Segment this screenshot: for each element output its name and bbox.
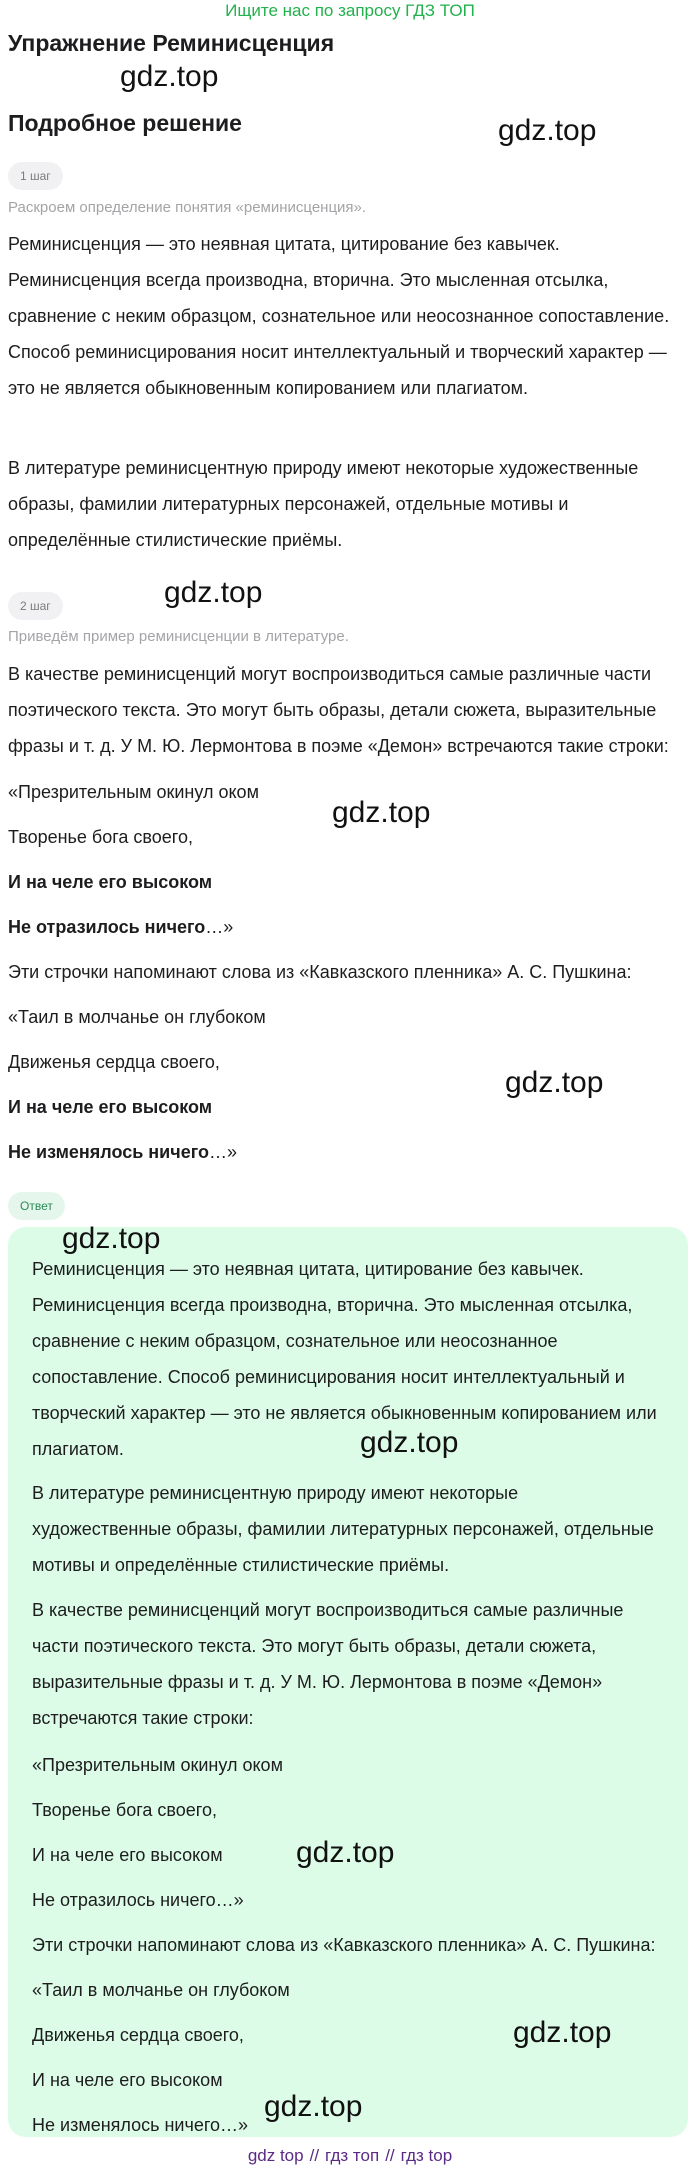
- watermark: gdz.top: [513, 2016, 612, 2049]
- answer-poem-line: Не отразилось ничего…»: [32, 1890, 244, 1910]
- answer-poem-line: Не изменялось ничего…»: [32, 2115, 249, 2135]
- answer-paragraph: Реминисценция — это неявная цитата, цитирование без кавычек. Реминисценция всегда производна, вторична. Это мысленная отсылка, сравнение с неким образцом, сознательное или неосознанное сопоставление. Способ реминисцирования носит интеллектуальный и творческий характер — это не является обыкновенным копированием или плагиатом.: [32, 1259, 657, 1459]
- poem-line: [8, 1140, 237, 1164]
- answer-poem-line: И на челе его высоком: [32, 1845, 223, 1865]
- watermark: gdz.top: [120, 60, 219, 93]
- watermark: gdz.top: [498, 114, 597, 147]
- footer-link[interactable]: гдз топ: [325, 2146, 380, 2165]
- step-hint: Приведём пример реминисценции в литературе.: [8, 628, 349, 645]
- poem-comparison: Эти строчки напоминают слова из «Кавказского пленника» А. С. Пушкина:: [8, 962, 632, 982]
- step-badge: 2 шаг: [8, 592, 63, 620]
- poem-line: [8, 915, 233, 939]
- poem-line-bold: Не отразилось ничего: [8, 917, 206, 937]
- exercise-title: Упражнение Реминисценция: [8, 30, 335, 56]
- answer-paragraph: В литературе реминисцентную природу имеют некоторые художественные образы, фамилии литературных персонажей, отдельные мотивы и определённые стилистические приёмы.: [32, 1483, 654, 1575]
- step-paragraph: Реминисценция — это неявная цитата, цитирование без кавычек. Реминисценция всегда производна, вторична. Это мысленная отсылка, сравнение с неким образцом, сознательное или неосознанное сопоставление. Способ реминисцирования носит интеллектуальный и творческий характер — это не является обыкновенным копированием или плагиатом.: [8, 234, 670, 398]
- poem-line: Движенья сердца своего,: [8, 1052, 220, 1072]
- answer-badge: Ответ: [8, 1192, 65, 1220]
- poem-line-tail: …»: [205, 917, 234, 937]
- step-paragraph: В литературе реминисцентную природу имеют некоторые художественные образы, фамилии литературных персонажей, отдельные мотивы и определённые стилистические приёмы.: [8, 458, 639, 550]
- poem-line: И на челе его высоком: [8, 1097, 213, 1117]
- answer-poem-line: И на челе его высоком: [32, 2070, 223, 2090]
- poem-line: «Презрительным окинул оком: [8, 782, 259, 802]
- answer-poem-line: «Презрительным окинул оком: [32, 1755, 283, 1775]
- watermark: gdz.top: [332, 796, 431, 829]
- poem-line: «Таил в молчанье он глубоком: [8, 1007, 266, 1027]
- answer-comparison: Эти строчки напоминают слова из «Кавказского пленника» А. С. Пушкина:: [32, 1935, 656, 1955]
- poem-line-bold: Не изменялось ничего: [8, 1142, 209, 1162]
- poem-line: И на челе его высоком: [8, 872, 213, 892]
- footer-separator: //: [385, 2146, 395, 2165]
- step-badge: 1 шаг: [8, 162, 63, 190]
- solution-heading: Подробное решение: [8, 110, 242, 136]
- watermark: gdz.top: [296, 1836, 395, 1869]
- poem-line-tail: …»: [208, 1142, 237, 1162]
- answer-poem-line: «Таил в молчанье он глубоком: [32, 1980, 290, 2000]
- watermark: gdz.top: [264, 2090, 363, 2123]
- step-hint: Раскроем определение понятия «реминисценция».: [8, 199, 367, 216]
- footer-links: [0, 2145, 700, 2167]
- watermark: gdz.top: [164, 576, 263, 609]
- answer-paragraph: В качестве реминисценций могут воспроизводиться самые различные части поэтического текста. Это могут быть образы, детали сюжета, выразительные фразы и т. д. У М. Ю. Лермонтова в поэме «Демон» встречаются такие строки:: [32, 1600, 624, 1728]
- answer-poem-line: Творенье бога своего,: [32, 1800, 217, 1820]
- footer-separator: //: [309, 2146, 320, 2165]
- watermark: gdz.top: [505, 1066, 604, 1099]
- watermark: gdz.top: [360, 1426, 459, 1459]
- poem-line: Творенье бога своего,: [8, 827, 193, 847]
- answer-poem-line: Движенья сердца своего,: [32, 2025, 244, 2045]
- footer-link[interactable]: gdz top: [247, 2146, 304, 2165]
- search-hint-banner: Ищите нас по запросу ГДЗ ТОП: [225, 1, 475, 20]
- footer-link[interactable]: гдз top: [400, 2146, 453, 2165]
- watermark: gdz.top: [62, 1222, 161, 1255]
- step-paragraph: В качестве реминисценций могут воспроизводиться самые различные части поэтического текста. Это могут быть образы, детали сюжета, выразительные фразы и т. д. У М. Ю. Лермонтова в поэме «Демон» встречаются такие строки:: [8, 664, 669, 756]
